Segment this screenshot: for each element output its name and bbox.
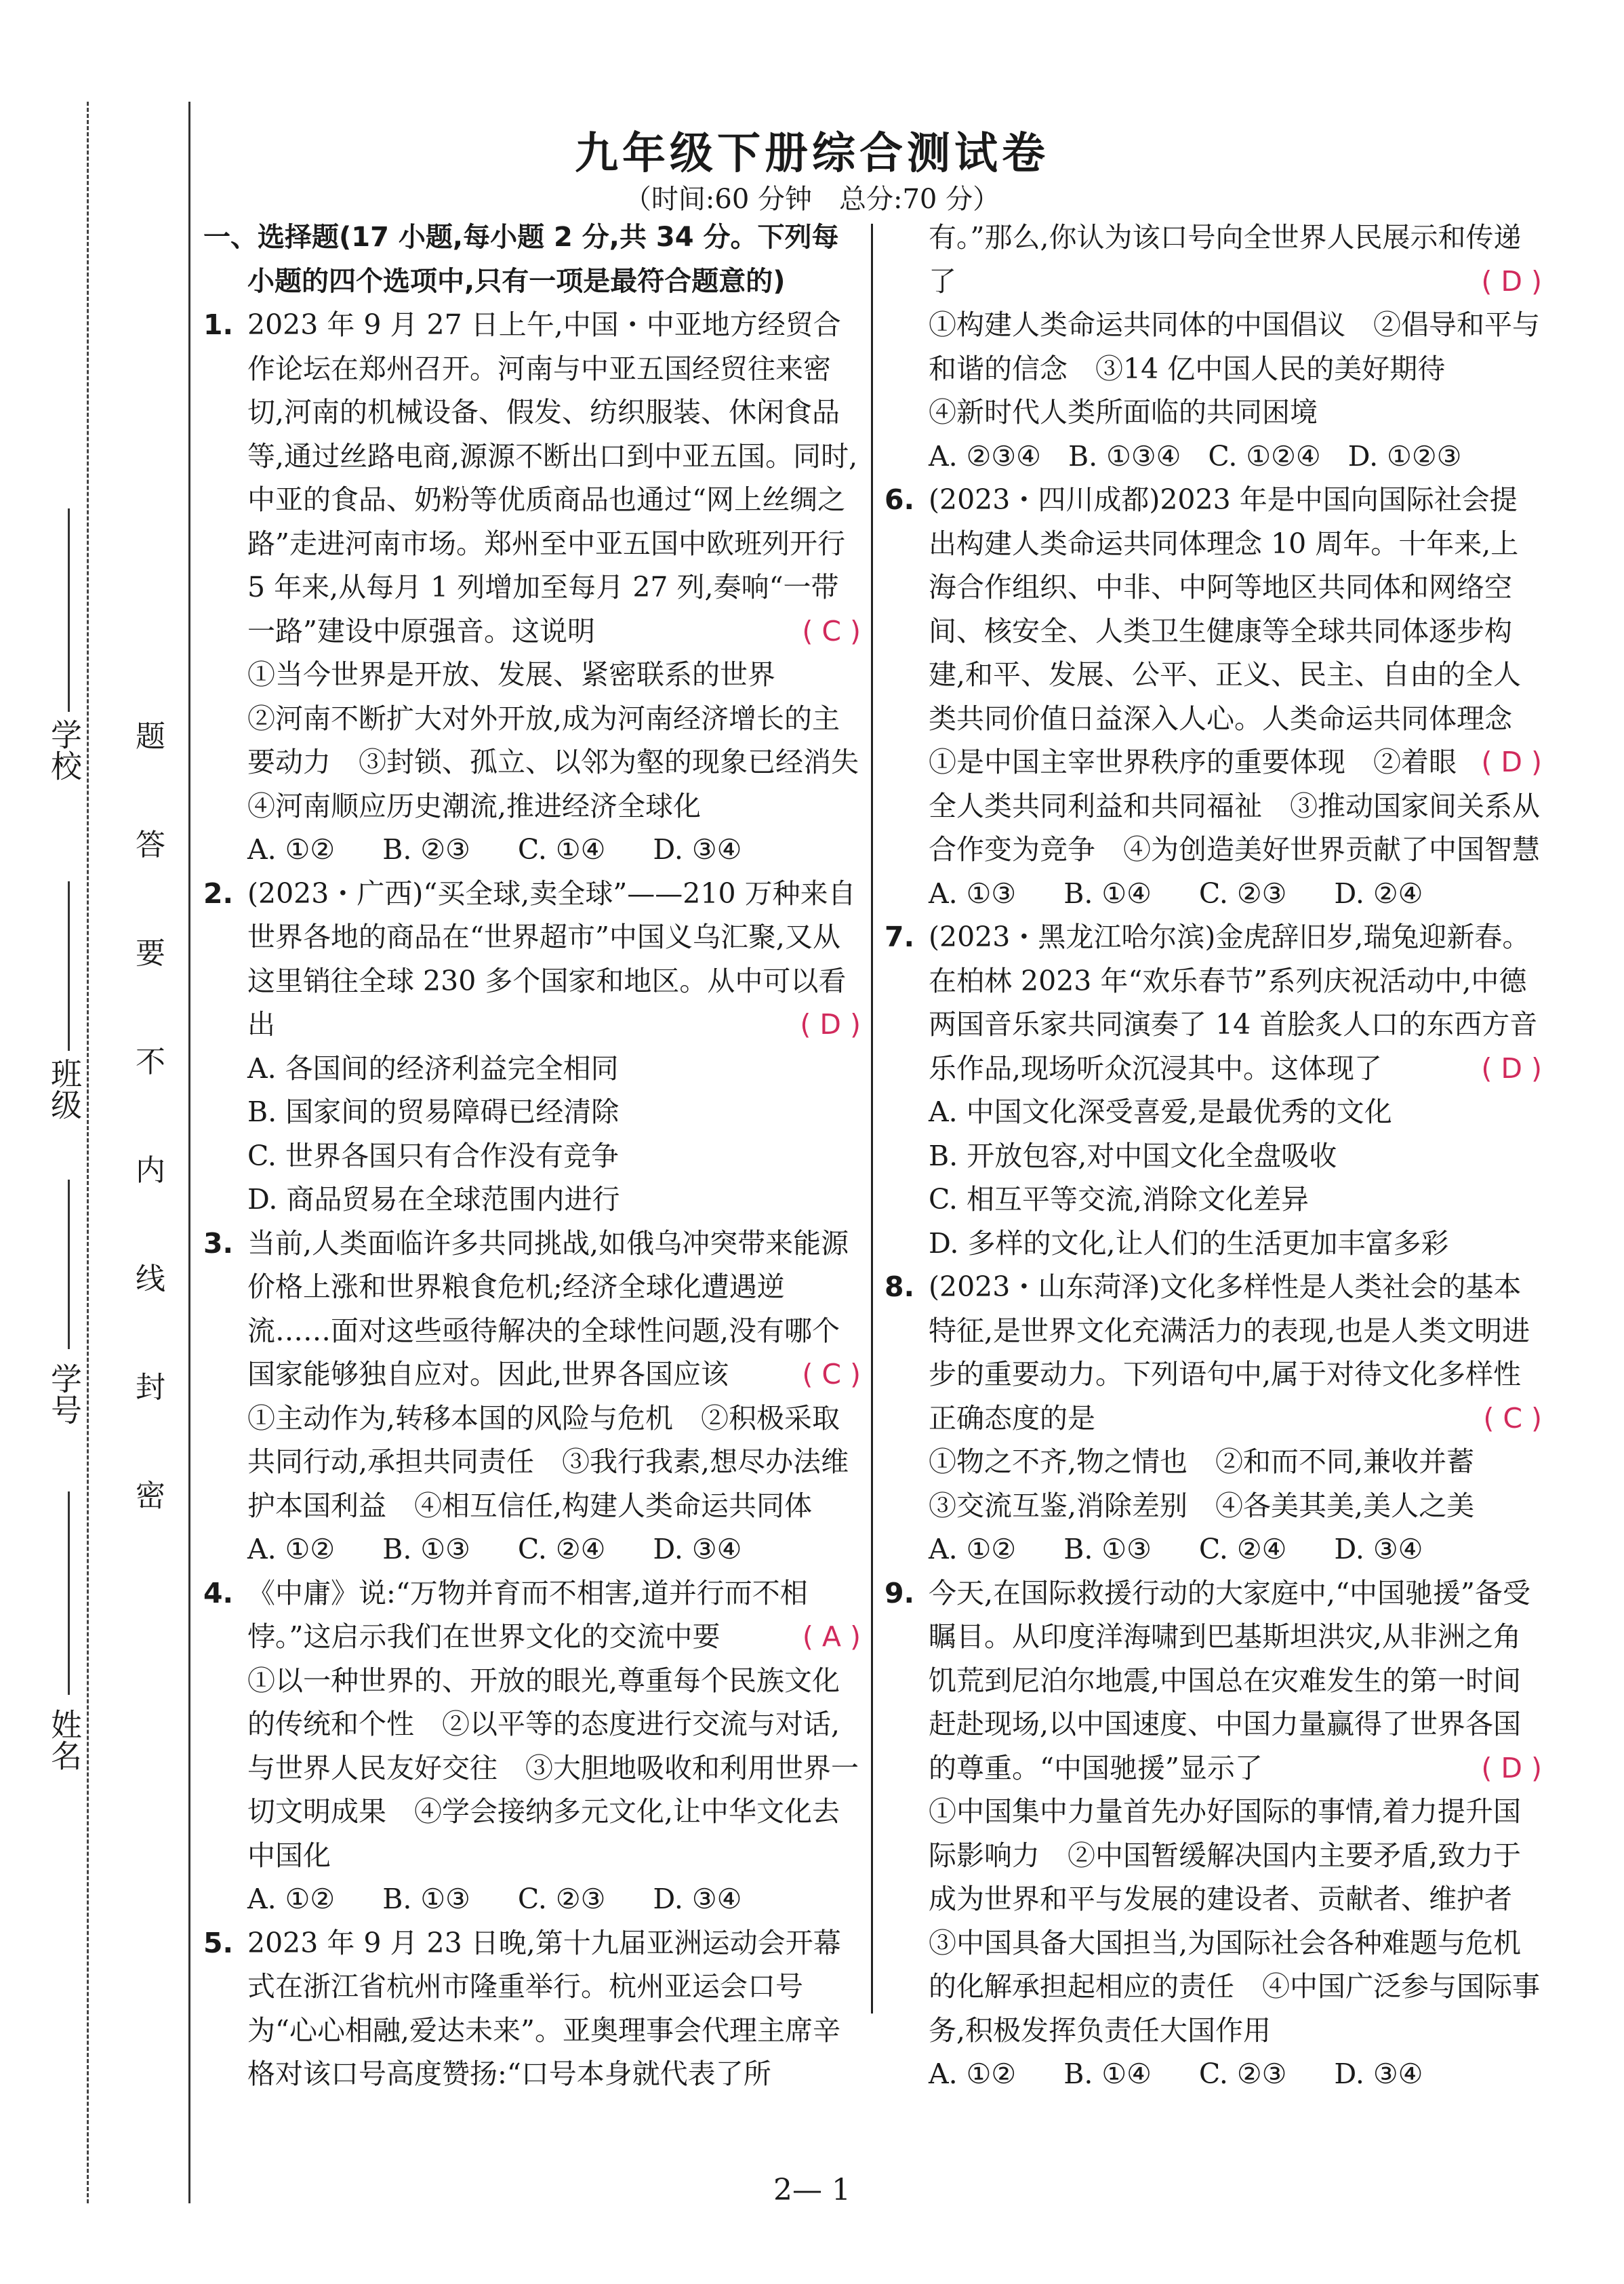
exam-info: （时间:60 分钟 总分:70 分） (624, 184, 1000, 215)
question-2 (203, 872, 861, 1222)
option: A. 各国间的经济利益完全相同 (247, 1051, 619, 1085)
question-stem (929, 1265, 1542, 1440)
option: D. ③④ (1334, 1533, 1423, 1565)
options-row (247, 1527, 861, 1571)
question-stem (929, 1571, 1542, 1790)
option: A. ①② (929, 2058, 1017, 2090)
option: D. ③④ (1334, 2058, 1423, 2090)
seal-char: 封 (136, 1370, 165, 1405)
answer-mark: ( D ) (1481, 264, 1542, 298)
binding-strip (0, 0, 197, 2284)
option: B. ①③ (382, 1883, 470, 1915)
seal-char: 题 (136, 719, 165, 754)
option: D. ③④ (653, 1533, 742, 1565)
choice-item: ①当今世界是开放、发展、紧密联系的世界 (247, 658, 775, 691)
option: C. ①②④ (1208, 439, 1321, 473)
option: B. ①④ (1063, 877, 1152, 910)
question-stem (247, 1571, 861, 1659)
question-number: 7. (885, 921, 915, 953)
options-row (929, 1527, 1542, 1571)
id-label: 学号 (46, 1363, 83, 1425)
page-title: 九年级下册综合测试卷 (575, 129, 1049, 179)
school-fill-line (68, 508, 70, 712)
option: D. ②④ (1334, 877, 1423, 910)
option: D. ③④ (653, 1883, 742, 1915)
school-label: 学校 (46, 719, 83, 781)
answer-mark: ( C ) (802, 614, 861, 647)
seal-char: 密 (136, 1479, 165, 1513)
option: C. ②③ (517, 1883, 606, 1915)
question-stem: 2023 年 9 月 23 日晚,第十九届亚洲运动会开幕式在浙江省杭州市隆重举行。杭州亚运会口号为“心心相融,爱达未来”。亚奥理事会代理主席辛格对该口号高度赞扬:“口号本身就代表了所 (247, 1926, 841, 2090)
question-stem (247, 303, 861, 653)
stem-text: 2023 年 9 月 27 日上午,中国・中亚地方经贸合作论坛在郑州召开。河南与中亚五国经贸往来密切,河南的机械设备、假发、纺织服装、休闲食品等,通过丝路电商,源源不断出口到中亚五国。同时,中亚的食品、奶粉等优质商品也通过“网上丝绸之路”走进河南市场。郑州至中亚五国中欧班列开行 5 年来,从每月 1 列增加至每月 27 列,奏响“一带一路”建设中原强音。这说明 (247, 308, 858, 647)
option: C. ②④ (517, 1533, 606, 1565)
option: A. ①② (247, 1883, 336, 1915)
stem-text: 有。”那么,你认为该口号向全世界人民展示和传递了 (929, 221, 1522, 298)
option: B. ①③④ (1068, 439, 1181, 473)
stem-text: (2023・广西)“买全球,卖全球”——210 万种来自世界各地的商品在“世界超市”中国义乌汇聚,又从这里销往全球 230 多个国家和地区。从中可以看出 (247, 877, 856, 1041)
name-label: 姓名 (46, 1708, 83, 1771)
question-number: 3. (203, 1226, 234, 1260)
option: A. ①② (929, 1533, 1017, 1565)
section-heading-line1: 一、选择题(17 小题,每小题 2 分,共 34 分。下列每 (203, 222, 839, 253)
question-5-part-1 (203, 1921, 861, 2096)
option: A. ①② (247, 1533, 336, 1565)
stem-text: (2023・四川成都)2023 年是中国向国际社会提出构建人类命运共同体理念 10 周年。十年来,上海合作组织、中非、中阿等地区共同体和网络空间、核安全、人类卫生健康等全球共同体逐步构建,和平、发展、公平、正义、民主、自由的全人类共同价值日益深入人心。人类命运共同体理念 (929, 483, 1522, 735)
name-fill-line (68, 1491, 70, 1695)
option: D. ③④ (653, 833, 742, 866)
page-number: 2— 1 (773, 2173, 851, 2207)
option: B. 开放包容,对中国文化全盘吸收 (929, 1139, 1337, 1172)
question-4 (203, 1571, 861, 1921)
seal-char: 要 (136, 936, 165, 971)
question-5-part-2 (885, 216, 1542, 478)
class-label: 班级 (46, 1058, 83, 1120)
choice-item: ①以一种世界的、开放的眼光,尊重每个民族文化的传统和个性 ②以平等的态度进行交流与对话,与世界人民友好交往 ③大胆地吸收和利用世界一切文明成果 ④学会接纳多元文化,让中华文化去中国化 (247, 1664, 859, 1872)
question-number: 2. (203, 877, 234, 910)
question-number: 8. (885, 1270, 915, 1303)
option: D. 多样的文化,让人们的生活更加丰富多彩 (929, 1226, 1449, 1260)
answer-mark: ( D ) (1481, 746, 1542, 778)
choice-item: ①物之不齐,物之情也 ②和而不同,兼收并蓄 (929, 1445, 1475, 1478)
option: B. ①④ (1063, 2058, 1152, 2090)
choice-item: ①主动作为,转移本国的风险与危机 ②积极采取共同行动,承担共同责任 ③我行我素,想尽办法维护本国利益 ④相互信任,构建人类命运共同体 (247, 1401, 849, 1522)
option: C. ①④ (517, 833, 606, 866)
question-stem (247, 872, 861, 1047)
question-1 (203, 303, 887, 872)
option: C. 相互平等交流,消除文化差异 (929, 1183, 1310, 1216)
stem-text: 《中庸》说:“万物并育而不相害,道并行而不相悖。”这启示我们在世界文化的交流中要 (247, 1576, 808, 1653)
right-column (885, 216, 1542, 2096)
question-number: 4. (203, 1576, 234, 1609)
question-number: 9. (885, 1576, 915, 1609)
options-row (247, 1877, 861, 1921)
section-heading (203, 216, 861, 303)
options-row (929, 872, 1542, 916)
question-7 (885, 915, 1542, 1265)
options-row (929, 435, 1542, 479)
answer-mark: ( D ) (1481, 1051, 1542, 1085)
question-stem (247, 1222, 861, 1397)
binding-solid-line (188, 102, 190, 2203)
seal-char: 答 (136, 828, 165, 862)
seal-char: 内 (136, 1153, 165, 1188)
option: B. 国家间的贸易障碍已经清除 (247, 1096, 620, 1128)
option: A. ①③ (929, 877, 1017, 910)
choice-item: ②河南不断扩大对外开放,成为河南经济增长的主要动力 ③封锁、孤立、以邻为壑的现象已经消失 ④河南顺应历史潮流,推进经济全球化 (247, 702, 887, 822)
column-divider (871, 224, 873, 2013)
section-heading-line2: 小题的四个选项中,只有一项是最符合题意的) (247, 265, 786, 297)
choice-item: ①中国集中力量首先办好国际的事情,着力提升国际影响力 ②中国暂缓解决国内主要矛盾,致力于成为世界和平与发展的建设者、贡献者、维护者 ③中国具备大国担当,为国际社会各种难题与危机的化解承担起相应的责任 ④中国广泛参与国际事务,积极发挥负责任大国作用 (929, 1795, 1540, 2047)
option: B. ②③ (382, 833, 470, 866)
question-stem (929, 478, 1542, 778)
choice-item: ④新时代人类所面临的共同困境 (929, 396, 1318, 428)
answer-mark: ( C ) (802, 1358, 861, 1390)
answer-mark: ( D ) (800, 1008, 861, 1041)
question-3 (203, 1222, 861, 1571)
option: B. ①③ (1063, 1533, 1152, 1565)
option: B. ①③ (382, 1533, 470, 1565)
stem-text: 当前,人类面临许多共同挑战,如俄乌冲突带来能源价格上涨和世界粮食危机;经济全球化遭遇逆流……面对这些亟待解决的全球性问题,没有哪个国家能够独自应对。因此,世界各国应该 (247, 1226, 849, 1390)
question-number: 1. (203, 308, 234, 341)
seal-char: 线 (136, 1262, 165, 1296)
option: D. ①②③ (1347, 439, 1462, 473)
option: C. 世界各国只有合作没有竞争 (247, 1139, 619, 1172)
option: A. ①② (247, 833, 336, 866)
question-number: 6. (885, 483, 915, 516)
option: C. ②③ (1198, 2058, 1287, 2090)
stem-text: 今天,在国际救援行动的大家庭中,“中国驰援”备受瞩目。从印度洋海啸到巴基斯坦洪灾,从非洲之角饥荒到尼泊尔地震,中国总在灾难发生的第一时间赶赴现场,以中国速度、中国力量赢得了世界各国的尊重。“中国驰援”显示了 (929, 1576, 1530, 1784)
id-fill-line (68, 1180, 70, 1349)
question-number: 5. (203, 1926, 234, 1959)
class-fill-line (68, 881, 70, 1051)
question-stem (929, 216, 1542, 303)
answer-mark: ( C ) (1483, 1401, 1542, 1435)
option: C. ②④ (1198, 1533, 1287, 1565)
option: A. ②③④ (929, 439, 1041, 473)
choice-item: ①构建人类命运共同体的中国倡议 ②倡导和平与和谐的信念 ③14 亿中国人民的美好期待 (929, 308, 1540, 385)
options-row (247, 828, 861, 872)
answer-mark: ( D ) (1481, 1751, 1542, 1784)
option: C. ②③ (1198, 877, 1287, 910)
stem-text: (2023・黑龙江哈尔滨)金虎辞旧岁,瑞兔迎新春。在柏林 2023 年“欢乐春节”系列庆祝活动中,中德两国音乐家共同演奏了 14 首脍炙人口的东西方音乐作品,现场听众沉浸其中。这体现了 (929, 921, 1538, 1085)
option: D. 商品贸易在全球范围内进行 (247, 1183, 620, 1216)
answer-mark: ( A ) (802, 1620, 861, 1653)
stem-text: (2023・山东菏泽)文化多样性是人类社会的基本特征,是世界文化充满活力的表现,也是人类文明进步的重要动力。下列语句中,属于对待文化多样性正确态度的是 (929, 1270, 1530, 1435)
options-row (929, 2052, 1542, 2096)
choice-item: ①是中国主宰世界秩序的重要体现 ②着眼全人类共同利益和共同福祉 ③推动国家间关系从合作变为竞争 ④为创造美好世界贡献了中国智慧 (929, 746, 1540, 866)
seal-char: 不 (136, 1045, 165, 1079)
question-stem (929, 915, 1542, 1090)
option: A. 中国文化深受喜爱,是最优秀的文化 (929, 1096, 1392, 1128)
question-9 (885, 1571, 1542, 2096)
question-6 (885, 478, 1542, 915)
binding-dashed-line (87, 102, 89, 2203)
choice-item: ③交流互鉴,消除差别 ④各美其美,美人之美 (929, 1489, 1475, 1522)
left-column (203, 216, 887, 2096)
question-8 (885, 1265, 1542, 1571)
